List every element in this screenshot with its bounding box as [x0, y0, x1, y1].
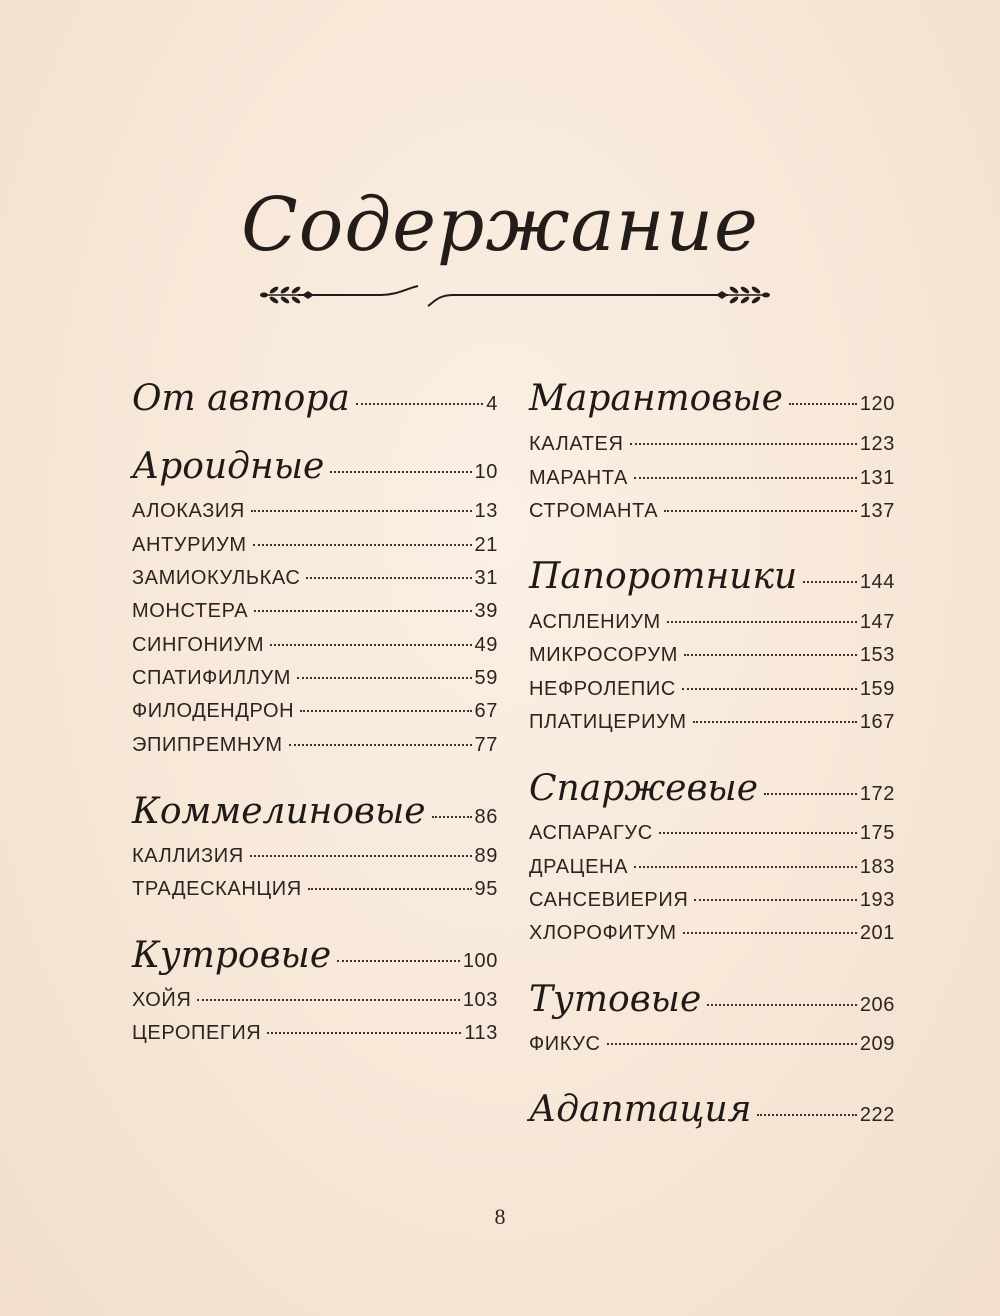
toc-section-row[interactable]: [132, 935, 498, 976]
toc-entry-title: МОНСТЕРА: [132, 600, 249, 622]
toc-section-row[interactable]: [529, 1089, 895, 1130]
title-ornament-icon: [258, 278, 772, 312]
dot-leader: [432, 816, 472, 818]
dot-leader: [634, 866, 857, 868]
page-number: 8: [494, 1204, 506, 1229]
toc-entry-row[interactable]: [132, 700, 498, 723]
toc-page-number: 59: [474, 667, 498, 689]
toc-entry-title: СТРОМАНТА: [529, 500, 659, 522]
toc-page-number: 86: [474, 806, 498, 828]
dot-leader: [682, 688, 857, 690]
toc-entry-title: СИНГОНИУМ: [132, 634, 265, 656]
toc-entry-row[interactable]: [529, 822, 895, 845]
dot-leader: [694, 899, 856, 901]
toc-entry-title: ХОЙЯ: [132, 989, 192, 1011]
dot-leader: [250, 855, 472, 857]
toc-page-number: 39: [474, 600, 498, 622]
toc-page-number: 95: [474, 878, 498, 900]
toc-section-title: От автора: [132, 378, 350, 419]
toc-entry-title: СПАТИФИЛЛУМ: [132, 667, 291, 689]
dot-leader: [634, 477, 857, 479]
toc-section-title: Тутовые: [529, 979, 702, 1020]
toc-entry-row[interactable]: [132, 667, 498, 690]
page-title: Содержание: [241, 182, 759, 268]
toc-entry-title: ТРАДЕСКАНЦИЯ: [132, 878, 302, 900]
dot-leader: [693, 721, 857, 723]
toc-entry-row[interactable]: [132, 534, 498, 557]
toc-entry-row[interactable]: [529, 611, 895, 634]
toc-entry-title: КАЛЛИЗИЯ: [132, 845, 244, 867]
toc-entry-title: АЛОКАЗИЯ: [132, 500, 245, 522]
toc-entry-title: ЗАМИОКУЛЬКАС: [132, 567, 301, 589]
toc-section-row[interactable]: [529, 768, 895, 809]
toc-entry-row[interactable]: [132, 500, 498, 523]
toc-entry-row[interactable]: [132, 1022, 498, 1045]
toc-page-number: 147: [859, 611, 895, 633]
toc-page-number: 222: [859, 1104, 895, 1126]
dot-leader: [308, 888, 472, 890]
toc-page-number: 159: [859, 678, 895, 700]
dot-leader: [789, 403, 857, 405]
toc-entry-row[interactable]: [529, 1033, 895, 1056]
toc-entry-title: АСПЛЕНИУМ: [529, 611, 661, 633]
dot-leader: [667, 621, 857, 623]
toc-section-row[interactable]: [529, 556, 895, 597]
toc-entry-row[interactable]: [529, 889, 895, 912]
toc-page-number: 175: [859, 822, 895, 844]
toc-page-number: 21: [474, 534, 498, 556]
toc-page-number: 201: [859, 922, 895, 944]
toc-page-number: 183: [859, 856, 895, 878]
dot-leader: [707, 1004, 857, 1006]
toc-page-number: 13: [474, 500, 498, 522]
dot-leader: [330, 471, 471, 473]
dot-leader: [306, 577, 471, 579]
toc-page-number: 193: [859, 889, 895, 911]
toc-entry-title: ХЛОРОФИТУМ: [529, 922, 677, 944]
toc-section-row[interactable]: [132, 791, 498, 832]
dot-leader: [684, 654, 857, 656]
toc-page-number: 153: [859, 644, 895, 666]
toc-page-number: 10: [474, 461, 498, 483]
dot-leader: [251, 510, 472, 512]
dot-leader: [683, 932, 857, 934]
toc-entry-title: КАЛАТЕЯ: [529, 433, 624, 455]
toc-page-number: 89: [474, 845, 498, 867]
toc-section-row[interactable]: [132, 446, 498, 487]
dot-leader: [664, 510, 857, 512]
toc-section-row[interactable]: [132, 378, 498, 419]
dot-leader: [764, 793, 857, 795]
toc-section-title: Папоротники: [529, 556, 798, 597]
toc-page-number: 172: [859, 783, 895, 805]
toc-entry-row[interactable]: [132, 600, 498, 623]
dot-leader: [659, 832, 857, 834]
toc-section-title: Спаржевые: [529, 768, 759, 809]
toc-section-row[interactable]: [529, 979, 895, 1020]
toc-entry-row[interactable]: [529, 711, 895, 734]
toc-entry-row[interactable]: [132, 845, 498, 868]
dot-leader: [337, 960, 460, 962]
toc-entry-row[interactable]: [529, 856, 895, 879]
toc-entry-row[interactable]: [529, 433, 895, 456]
toc-entry-row[interactable]: [132, 734, 498, 757]
toc-entry-title: САНСЕВИЕРИЯ: [529, 889, 689, 911]
toc-section-title: Коммелиновые: [132, 791, 426, 832]
toc-entry-row[interactable]: [529, 678, 895, 701]
toc-page-number: 123: [859, 433, 895, 455]
toc-entry-title: ЭПИПРЕМНУМ: [132, 734, 283, 756]
toc-entry-title: ПЛАТИЦЕРИУМ: [529, 711, 687, 733]
toc-page-number: 137: [859, 500, 895, 522]
toc-page-number: 113: [464, 1022, 498, 1044]
toc-entry-row[interactable]: [529, 644, 895, 667]
toc-entry-title: АСПАРАГУС: [529, 822, 653, 844]
toc-section-title: Ароидные: [132, 446, 325, 487]
toc-entry-row[interactable]: [132, 989, 498, 1012]
dot-leader: [270, 644, 471, 646]
dot-leader: [356, 403, 483, 405]
dot-leader: [254, 610, 471, 612]
toc-page-number: 77: [474, 734, 498, 756]
toc-entry-row[interactable]: [529, 500, 895, 523]
toc-section-title: Кутровые: [132, 935, 332, 976]
toc-section-title: Адаптация: [529, 1089, 752, 1130]
toc-entry-title: ФИЛОДЕНДРОН: [132, 700, 295, 722]
toc-page-number: 31: [474, 567, 498, 589]
dot-leader: [607, 1043, 857, 1045]
toc-entry-title: НЕФРОЛЕПИС: [529, 678, 676, 700]
dot-leader: [757, 1114, 856, 1116]
toc-page-number: 167: [859, 711, 895, 733]
dot-leader: [803, 581, 857, 583]
toc-section-title: Марантовые: [529, 378, 783, 419]
toc-entry-row[interactable]: [132, 634, 498, 657]
toc-page-number: 49: [474, 634, 498, 656]
toc-page-number: 67: [474, 700, 498, 722]
dot-leader: [297, 677, 472, 679]
toc-entry-title: МИКРОСОРУМ: [529, 644, 678, 666]
toc-page-number: 100: [462, 950, 498, 972]
toc-page-number: 209: [859, 1033, 895, 1055]
toc-entry-row[interactable]: [132, 878, 498, 901]
toc-page-number: 206: [859, 994, 895, 1016]
toc-entry-title: ФИКУС: [529, 1033, 601, 1055]
toc-section-row[interactable]: [529, 378, 895, 419]
dot-leader: [197, 999, 459, 1001]
toc-page-number: 144: [859, 571, 895, 593]
toc-entry-title: МАРАНТА: [529, 467, 628, 489]
toc-page-number: 120: [859, 393, 895, 415]
dot-leader: [630, 443, 857, 445]
toc-page-number: 103: [462, 989, 498, 1011]
dot-leader: [253, 544, 472, 546]
toc-entry-title: ДРАЦЕНА: [529, 856, 629, 878]
toc-entry-row[interactable]: [529, 922, 895, 945]
toc-entry-title: ЦЕРОПЕГИЯ: [132, 1022, 262, 1044]
toc-page-number: 4: [486, 393, 498, 415]
dot-leader: [267, 1032, 461, 1034]
toc-entry-row[interactable]: [529, 467, 895, 490]
dot-leader: [289, 744, 472, 746]
dot-leader: [300, 710, 471, 712]
toc-entry-row[interactable]: [132, 567, 498, 590]
toc-page-number: 131: [859, 467, 895, 489]
toc-entry-title: АНТУРИУМ: [132, 534, 247, 556]
